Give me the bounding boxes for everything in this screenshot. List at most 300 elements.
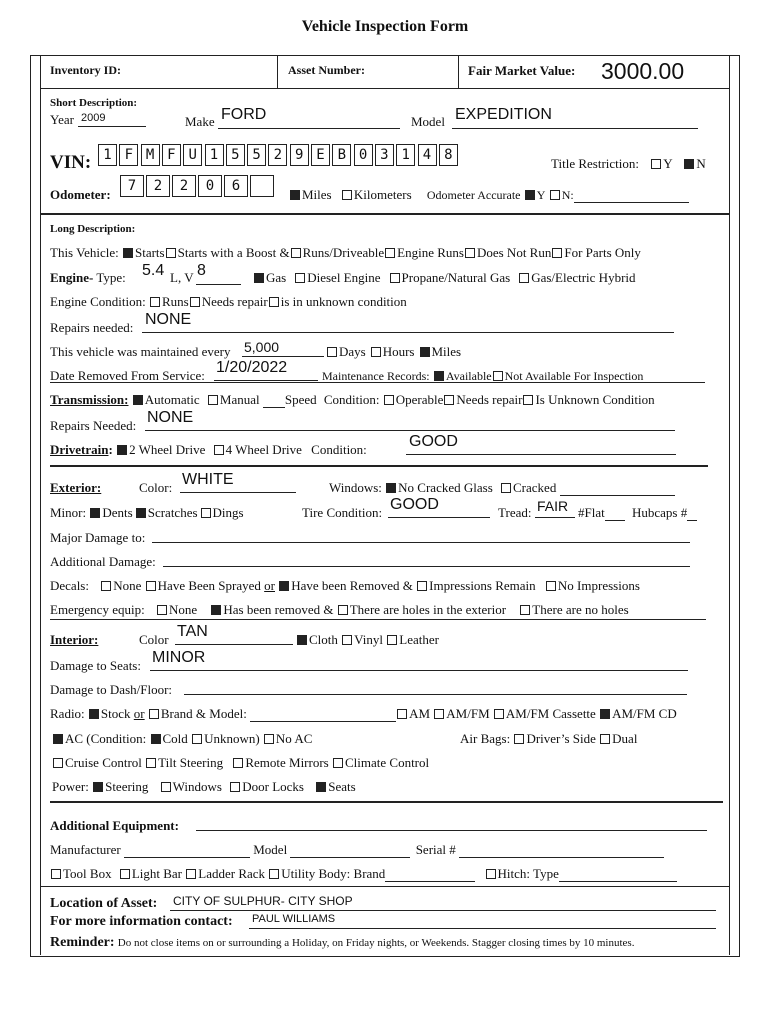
decals-none-checkbox[interactable]	[101, 581, 111, 591]
reminder-label: Reminder:	[50, 935, 115, 950]
interval-checkbox-1[interactable]	[371, 347, 381, 357]
cd-label: AM/FM CD	[612, 706, 677, 721]
minor-label-0: Dents	[102, 505, 133, 520]
tilt-steering-label: Tilt Steering	[158, 755, 224, 770]
rule	[40, 55, 730, 56]
dash-damage-label: Damage to Dash/Floor:	[50, 682, 173, 697]
cold-checkbox[interactable]	[151, 734, 161, 744]
decals-none-label: None	[113, 578, 142, 593]
no-holes-checkbox[interactable]	[520, 605, 530, 615]
tilt-steering-checkbox[interactable]	[146, 758, 156, 768]
four-wheel-drive-checkbox[interactable]	[214, 445, 224, 455]
power-row	[52, 779, 356, 795]
speed-label: Speed	[284, 392, 317, 407]
ladder-rack-label: Ladder Rack	[198, 866, 266, 881]
minor-checkbox-1[interactable]	[136, 508, 146, 518]
maint-record-checkbox-0[interactable]	[434, 371, 444, 381]
tool-box-checkbox[interactable]	[51, 869, 61, 879]
utility-body-line[interactable]	[385, 870, 475, 882]
vin-char-box[interactable]: E	[311, 144, 330, 166]
this-vehicle-label: This Vehicle:	[50, 245, 119, 260]
transmission-repairs-label: Repairs Needed:	[50, 418, 137, 433]
vehicle-option-label-1: Starts with a Boost &	[177, 245, 290, 260]
short-description-label: Short Description:	[50, 97, 138, 109]
impressions-remain-label: Impressions Remain	[429, 578, 536, 593]
equipment-options-row	[50, 866, 677, 882]
exterior-label: Exterior:	[50, 480, 102, 495]
hitch-line[interactable]	[559, 870, 677, 882]
or-label: or	[133, 706, 145, 721]
frame-inner-right	[729, 55, 730, 955]
vin-char-box[interactable]: 1	[98, 144, 117, 166]
title-restriction-n-checkbox[interactable]	[684, 159, 694, 169]
rule	[40, 88, 730, 89]
additional-damage-label: Additional Damage:	[50, 554, 156, 569]
repairs-needed-label: Repairs needed:	[50, 320, 134, 335]
vin-char-box[interactable]: F	[162, 144, 181, 166]
interval-label-2: Miles	[431, 344, 462, 359]
ladder-rack-checkbox[interactable]	[186, 869, 196, 879]
maint-records-options	[433, 369, 644, 383]
transmission-row	[50, 392, 655, 408]
odometer-digit-box[interactable]: 0	[198, 175, 222, 197]
interval-checkbox-0[interactable]	[327, 347, 337, 357]
vin-char-box[interactable]: 5	[247, 144, 266, 166]
fuel-label-1: Diesel Engine	[307, 270, 381, 285]
power-windows-checkbox[interactable]	[161, 782, 171, 792]
drivetrain-row: Drivetrain: 2 Wheel Drive 4 Wheel Drive Condition:	[50, 442, 367, 457]
stock-radio-checkbox[interactable]	[89, 709, 99, 719]
leather-label: Leather	[399, 632, 439, 647]
cruise-control-checkbox[interactable]	[53, 758, 63, 768]
hitch-label: Hitch: Type	[497, 866, 559, 881]
four-wheel-drive-label: 4 Wheel Drive	[225, 442, 302, 457]
transmission-condition-checkbox-0[interactable]	[384, 395, 394, 405]
contact-label: For more information contact:	[50, 914, 233, 929]
flat-line	[605, 509, 625, 521]
fuel-label-3: Gas/Electric Hybrid	[531, 270, 636, 285]
cracked-line	[560, 483, 675, 496]
or-label: or	[264, 578, 275, 593]
leather-checkbox[interactable]	[387, 635, 397, 645]
ac-row	[52, 731, 312, 747]
year-label: Year	[50, 112, 74, 127]
drivetrain-condition-label: Condition:	[311, 442, 367, 457]
emergency-label: Emergency equip:	[50, 602, 145, 617]
emergency-removed-label: Has been removed &	[223, 602, 334, 617]
vehicle-option-checkbox-3[interactable]	[385, 248, 395, 258]
cd-checkbox[interactable]	[600, 709, 610, 719]
two-wheel-drive-label: 2 Wheel Drive	[129, 442, 206, 457]
am-label: AM	[409, 706, 431, 721]
vin-char-box[interactable]: 2	[268, 144, 287, 166]
location-value[interactable]: CITY OF SULPHUR- CITY SHOP	[173, 894, 353, 908]
windows-row	[329, 480, 675, 496]
long-description-label: Long Description:	[50, 223, 136, 235]
climate-control-label: Climate Control	[344, 755, 430, 770]
year-value[interactable]: 2009	[81, 112, 106, 124]
additional-damage-line[interactable]	[163, 552, 690, 567]
odometer-digit-box[interactable]: 2	[172, 175, 196, 197]
hitch-checkbox[interactable]	[486, 869, 496, 879]
reminder-row	[50, 934, 634, 951]
ac-checkbox[interactable]	[53, 734, 63, 744]
vehicle-options	[122, 245, 641, 260]
vehicle-option-checkbox-1[interactable]	[166, 248, 176, 258]
cruise-control-label: Cruise Control	[65, 755, 142, 770]
utility-body-checkbox[interactable]	[269, 869, 279, 879]
tread-value[interactable]: FAIR	[537, 498, 569, 514]
major-damage-label: Major Damage to:	[50, 530, 146, 545]
remote-mirrors-checkbox[interactable]	[233, 758, 243, 768]
engine-condition-label-0: Runs	[161, 294, 189, 309]
vin-char-box[interactable]: 0	[354, 144, 373, 166]
no-holes-label: There are no holes	[532, 602, 629, 617]
hubcaps-label: Hubcaps #	[631, 505, 688, 520]
date-removed-value[interactable]: 1/20/2022	[216, 359, 288, 376]
remote-mirrors-label: Remote Mirrors	[245, 755, 329, 770]
dual-checkbox[interactable]	[600, 734, 610, 744]
vinyl-label: Vinyl	[354, 632, 383, 647]
amfm-label: AM/FM	[446, 706, 490, 721]
fuel-checkbox-3[interactable]	[519, 273, 529, 283]
equipment-model-line[interactable]	[290, 846, 410, 858]
features-row	[52, 755, 429, 771]
interior-label: Interior:	[50, 632, 99, 647]
brand-model-checkbox[interactable]	[149, 709, 159, 719]
light-bar-checkbox[interactable]	[120, 869, 130, 879]
vin-label: VIN:	[50, 152, 92, 173]
vehicle-option-label-4: Does Not Run	[476, 245, 552, 260]
exterior-color-label: Color:	[139, 480, 173, 495]
repairs-value[interactable]: NONE	[145, 311, 192, 328]
emergency-none-label: None	[168, 602, 198, 617]
n-label: N	[696, 156, 706, 171]
accurate-y-checkbox[interactable]	[525, 190, 535, 200]
odometer-digit-box[interactable]: 7	[120, 175, 144, 197]
liters-suffix: L, V	[170, 270, 194, 285]
fuel-options	[253, 270, 636, 286]
major-damage-line[interactable]	[152, 528, 690, 543]
serial-label: Serial #	[415, 842, 456, 857]
serial-line[interactable]	[459, 846, 664, 858]
vehicle-option-checkbox-5[interactable]	[552, 248, 562, 258]
section-rule	[50, 465, 708, 467]
divider	[458, 55, 459, 88]
fuel-label-2: Propane/Natural Gas	[401, 270, 511, 285]
holes-checkbox[interactable]	[338, 605, 348, 615]
decals-removed-checkbox[interactable]	[279, 581, 289, 591]
light-bar-label: Light Bar	[131, 866, 183, 881]
maint-record-checkbox-1[interactable]	[493, 371, 503, 381]
no-cracked-glass-label: No Cracked Glass	[398, 480, 493, 495]
vehicle-option-label-3: Engine Runs	[397, 245, 464, 260]
vin-char-box[interactable]: 4	[418, 144, 437, 166]
title-restriction	[551, 156, 706, 172]
power-steering-checkbox[interactable]	[93, 782, 103, 792]
vin-char-box[interactable]: 5	[226, 144, 245, 166]
engine-condition-options	[149, 294, 407, 309]
interval-label-0: Days	[339, 344, 366, 359]
manufacturer-line[interactable]	[124, 846, 250, 858]
seats-damage-value[interactable]: MINOR	[152, 649, 206, 666]
door-locks-label: Door Locks	[242, 779, 304, 794]
maint-records-label: Maintenance Records:	[322, 369, 430, 383]
automatic-label: Automatic	[144, 392, 200, 407]
tool-box-label: Tool Box	[63, 866, 112, 881]
amfm-checkbox[interactable]	[434, 709, 444, 719]
equipment-model-label: Model	[253, 842, 288, 857]
additional-equipment-label: Additional Equipment:	[50, 818, 179, 833]
sprayed-label: Have Been Sprayed	[157, 578, 261, 593]
engine-row	[50, 270, 126, 286]
vehicle-option-checkbox-2[interactable]	[291, 248, 301, 258]
date-removed-label: Date Removed From Service:	[50, 368, 205, 383]
transmission-condition-checkbox-1[interactable]	[444, 395, 454, 405]
no-impressions-checkbox[interactable]	[546, 581, 556, 591]
transmission-condition-checkbox-2[interactable]	[523, 395, 533, 405]
reminder-text: Do not close items on or surrounding a Holiday, on Friday nights, or Weekends. Stagger closing times by 10 minutes.	[117, 937, 635, 949]
power-steering-label: Steering	[105, 779, 149, 794]
cloth-checkbox[interactable]	[297, 635, 307, 645]
seats-damage-label: Damage to Seats:	[50, 658, 141, 673]
transmission-repairs-value[interactable]: NONE	[147, 409, 194, 426]
title-restriction-y-checkbox[interactable]	[651, 159, 661, 169]
maintained-value[interactable]: 5,000	[244, 339, 280, 355]
fmv-value[interactable]: 3000.00	[601, 58, 685, 84]
manufacturer-row	[50, 842, 664, 858]
rule	[50, 619, 706, 620]
vin-char-box[interactable]: 9	[290, 144, 309, 166]
fuel-checkbox-1[interactable]	[295, 273, 305, 283]
climate-control-checkbox[interactable]	[333, 758, 343, 768]
emergency-row	[50, 602, 629, 618]
engine-condition-row	[50, 294, 407, 310]
contact-value[interactable]: PAUL WILLIAMS	[252, 913, 336, 925]
repairs-line	[142, 316, 674, 333]
n-label: N:	[561, 188, 574, 202]
manual-label: Manual	[219, 392, 260, 407]
stock-label: Stock	[100, 706, 131, 721]
fmv-label: Fair Market Value:	[468, 63, 576, 78]
exterior-color-value[interactable]: WHITE	[182, 471, 234, 488]
flat-label: #Flat	[578, 505, 605, 520]
fuel-checkbox-0[interactable]	[254, 273, 264, 283]
make-label: Make	[185, 114, 215, 129]
cassette-label: AM/FM Cassette	[505, 706, 596, 721]
form-title: Vehicle Inspection Form	[301, 18, 469, 35]
miles-label: Miles	[302, 187, 332, 202]
title-restriction-label: Title Restriction:	[551, 156, 639, 171]
decals-removed-label: Have been Removed &	[291, 578, 413, 593]
minor-options	[89, 505, 243, 520]
maint-record-label-0: Available	[445, 369, 492, 383]
transmission-label: Transmission:	[50, 392, 129, 407]
engine-condition-label: Engine Condition:	[50, 294, 146, 309]
tread-label: Tread:	[498, 505, 532, 520]
engine-condition-checkbox-0[interactable]	[150, 297, 160, 307]
cracked-label: Cracked	[513, 480, 557, 495]
engine-condition-label-2: is in unknown condition	[280, 294, 407, 309]
manual-checkbox[interactable]	[208, 395, 218, 405]
airbags-row	[460, 731, 637, 747]
fuel-label-0: Gas	[266, 270, 287, 285]
engine-cylinders-value[interactable]: 8	[197, 262, 206, 279]
emergency-removed-checkbox[interactable]	[211, 605, 221, 615]
am-checkbox[interactable]	[397, 709, 407, 719]
vin-char-box[interactable]: F	[119, 144, 138, 166]
utility-body-label: Utility Body: Brand	[281, 866, 386, 881]
power-seats-label: Seats	[328, 779, 356, 794]
cracked-checkbox[interactable]	[501, 483, 511, 493]
vehicle-option-label-2: Runs/Driveable	[302, 245, 385, 260]
engine-liters-value[interactable]: 5.4	[142, 262, 165, 279]
power-windows-label: Windows	[172, 779, 222, 794]
transmission-condition-options	[383, 392, 655, 407]
minor-label: Minor:	[50, 505, 87, 520]
odometer-digit-box[interactable]	[250, 175, 274, 197]
door-locks-checkbox[interactable]	[230, 782, 240, 792]
transmission-condition-label-1: Needs repair	[456, 392, 523, 407]
vin-char-box[interactable]: 1	[205, 144, 224, 166]
kilometers-label: Kilometers	[353, 187, 412, 202]
vehicle-option-label-5: For Parts Only	[564, 245, 641, 260]
radio-row	[50, 706, 677, 722]
unknown-checkbox[interactable]	[192, 734, 202, 744]
accurate-n-checkbox[interactable]	[550, 190, 560, 200]
asset-label: Asset Number:	[288, 63, 365, 77]
transmission-condition-label-0: Operable	[395, 392, 444, 407]
vin-char-box[interactable]: 3	[375, 144, 394, 166]
frame-inner-left	[40, 55, 41, 955]
airbags-label: Air Bags:	[460, 731, 511, 746]
impressions-remain-checkbox[interactable]	[417, 581, 427, 591]
brand-model-line	[250, 710, 396, 722]
vinyl-checkbox[interactable]	[342, 635, 352, 645]
vin-char-box[interactable]: 8	[439, 144, 458, 166]
no-ac-checkbox[interactable]	[264, 734, 274, 744]
vehicle-option-checkbox-4[interactable]	[465, 248, 475, 258]
drivetrain-label: Drivetrain	[50, 442, 109, 457]
minor-checkbox-0[interactable]	[90, 508, 100, 518]
interval-checkbox-2[interactable]	[420, 347, 430, 357]
cassette-checkbox[interactable]	[494, 709, 504, 719]
engine-label: Engine-	[50, 270, 94, 285]
seats-damage-line	[150, 654, 688, 671]
emergency-none-checkbox[interactable]	[157, 605, 167, 615]
y-label: Y	[663, 156, 673, 171]
minor-label-1: Scratches	[147, 505, 198, 520]
odometer-digit-box[interactable]: 6	[224, 175, 248, 197]
tire-condition-value[interactable]: GOOD	[390, 496, 439, 513]
manufacturer-label: Manufacturer	[50, 842, 121, 857]
additional-equipment-line[interactable]	[196, 816, 707, 831]
transmission-condition-label-2: Is Unknown Condition	[535, 392, 655, 407]
miles-checkbox[interactable]	[290, 190, 300, 200]
rule	[50, 382, 705, 383]
power-label: Power:	[52, 779, 89, 794]
minor-label-2: Dings	[212, 505, 244, 520]
this-vehicle-row	[50, 245, 641, 261]
model-value[interactable]: EXPEDITION	[455, 106, 552, 123]
flat-hubcaps	[578, 505, 697, 521]
maintained-label: This vehicle was maintained every	[50, 344, 231, 359]
decals-label: Decals:	[50, 578, 89, 593]
vehicle-option-label-0: Starts	[134, 245, 165, 260]
dual-label: Dual	[612, 731, 638, 746]
hubcaps-line	[687, 509, 697, 521]
interval-options	[326, 344, 461, 360]
maint-record-label-1: Not Available For Inspection	[504, 369, 644, 383]
transmission-condition-label: Condition:	[323, 392, 380, 407]
section-rule	[50, 801, 723, 803]
drivetrain-condition-value[interactable]: GOOD	[409, 433, 458, 450]
engine-condition-label-1: Needs repair	[201, 294, 268, 309]
holes-label: There are holes in the exterior	[349, 602, 507, 617]
transmission-repairs-line	[145, 414, 675, 431]
sprayed-checkbox[interactable]	[146, 581, 156, 591]
y-label: Y	[536, 188, 546, 202]
automatic-checkbox[interactable]	[133, 395, 143, 405]
engine-condition-checkbox-1[interactable]	[190, 297, 200, 307]
vin-char-box[interactable]: 1	[396, 144, 415, 166]
unknown-label: Unknown)	[204, 731, 260, 746]
driver-side-checkbox[interactable]	[514, 734, 524, 744]
interior-color-label: Color	[139, 632, 169, 647]
odometer-label: Odometer:	[50, 187, 111, 202]
cloth-label: Cloth	[309, 632, 338, 647]
windows-label: Windows:	[329, 480, 382, 495]
location-label: Location of Asset:	[50, 896, 158, 911]
accurate-n-line	[574, 190, 689, 203]
interior-color-value[interactable]: TAN	[177, 623, 208, 640]
engine-condition-checkbox-2[interactable]	[269, 297, 279, 307]
no-ac-label: No AC	[275, 731, 313, 746]
speed-line	[263, 396, 285, 408]
odometer-digit-box[interactable]: 2	[146, 175, 170, 197]
radio-label: Radio:	[50, 706, 85, 721]
power-seats-checkbox[interactable]	[316, 782, 326, 792]
make-value[interactable]: FORD	[221, 106, 267, 123]
rule	[40, 886, 730, 887]
vehicle-option-checkbox-0[interactable]	[123, 248, 133, 258]
model-label: Model	[411, 114, 445, 129]
kilometers-checkbox[interactable]	[342, 190, 352, 200]
two-wheel-drive-checkbox[interactable]	[117, 445, 127, 455]
divider	[277, 55, 278, 88]
engine-type-label: Type:	[96, 270, 126, 285]
ac-label: AC (Condition:	[65, 731, 147, 746]
vin-char-box[interactable]: B	[332, 144, 351, 166]
odometer-units	[289, 187, 689, 203]
cold-label: Cold	[162, 731, 188, 746]
tire-condition-label: Tire Condition:	[302, 505, 383, 520]
no-cracked-glass-checkbox[interactable]	[386, 483, 396, 493]
driver-side-label: Driver’s Side	[526, 731, 596, 746]
fuel-checkbox-2[interactable]	[390, 273, 400, 283]
no-impressions-label: No Impressions	[557, 578, 640, 593]
odometer-accurate-label: Odometer Accurate	[426, 188, 521, 202]
dash-damage-line[interactable]	[184, 680, 687, 695]
vin-char-box[interactable]: M	[141, 144, 160, 166]
minor-row	[50, 505, 244, 521]
brand-model-label: Brand & Model:	[160, 706, 247, 721]
section-rule	[40, 213, 730, 215]
minor-checkbox-2[interactable]	[201, 508, 211, 518]
interval-label-1: Hours	[382, 344, 415, 359]
upholstery-row	[296, 632, 439, 648]
vin-char-box[interactable]: U	[183, 144, 202, 166]
